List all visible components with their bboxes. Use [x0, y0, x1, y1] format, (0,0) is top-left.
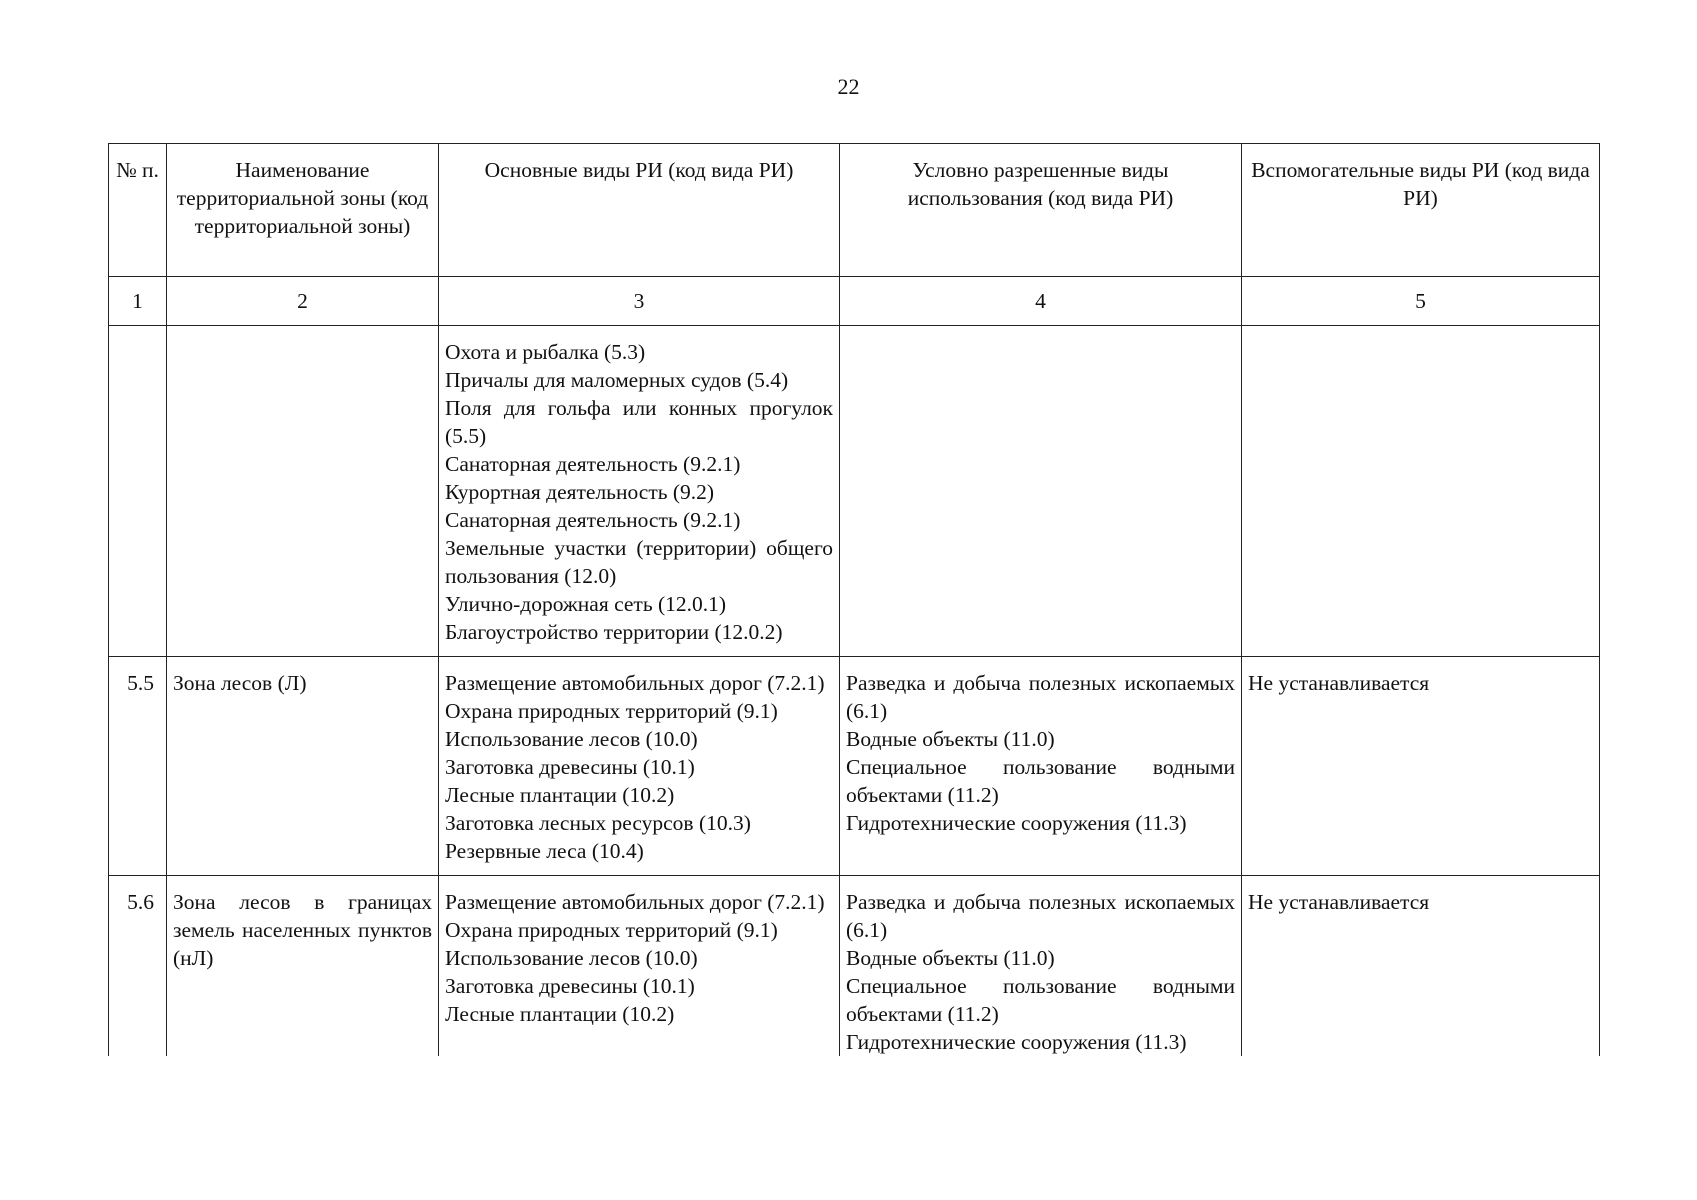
header-cell-number: № п.: [109, 144, 167, 277]
table-row: [109, 657, 1600, 876]
use-item: Заготовка древесины (10.1): [445, 974, 695, 998]
use-item: Лесные плантации (10.2): [445, 783, 675, 807]
column-number: 1: [109, 277, 167, 326]
page-number: 22: [837, 74, 860, 99]
use-item: Улично-дорожная сеть (12.0.1): [445, 592, 727, 616]
header-cell-main-uses: Основные виды РИ (код вида РИ): [439, 144, 840, 277]
use-item: Резервные леса (10.4): [445, 839, 644, 863]
header-cell-zone: Наименование территориальной зоны (код территориальной зоны): [167, 144, 439, 277]
row-number: 5.6: [109, 876, 167, 1057]
auxiliary-uses-cell: Не устанавливается: [1242, 876, 1600, 1057]
conditional-uses-cell: [840, 326, 1242, 657]
conditional-uses-cell: [840, 876, 1242, 1057]
use-item: Охрана природных территорий (9.1): [445, 918, 778, 942]
table-header-row: [109, 144, 1600, 277]
header-cell-conditional-uses: Условно разрешенные виды использования (код вида РИ): [840, 144, 1242, 277]
zone-name: [167, 326, 439, 657]
use-item: Размещение автомобильных дорог (7.2.1): [445, 890, 825, 914]
use-item: Разведка и добыча полезных ископаемых (6.1): [846, 890, 1235, 942]
use-item: Курортная деятельность (9.2): [445, 480, 715, 504]
zone-name: Зона лесов в границах земель населенных пунктов (нЛ): [167, 876, 439, 1057]
row-number: [109, 326, 167, 657]
table-row: [109, 326, 1600, 657]
use-item: Причалы для маломерных судов (5.4): [445, 368, 789, 392]
use-item: Заготовка древесины (10.1): [445, 755, 695, 779]
column-number-row: [109, 277, 1600, 326]
zone-name: Зона лесов (Л): [167, 657, 439, 876]
use-item: Охрана природных территорий (9.1): [445, 699, 778, 723]
use-item: Разведка и добыча полезных ископаемых (6.1): [846, 671, 1235, 723]
use-item: Водные объекты (11.0): [846, 946, 1055, 970]
conditional-uses-cell: [840, 657, 1242, 876]
use-item: Охота и рыбалка (5.3): [445, 340, 646, 364]
main-uses-cell: [439, 876, 840, 1057]
use-item: Лесные плантации (10.2): [445, 1002, 675, 1026]
auxiliary-uses-cell: Не устанавливается: [1242, 657, 1600, 876]
use-item: Благоустройство территории (12.0.2): [445, 620, 783, 644]
column-number: 3: [439, 277, 840, 326]
use-item: Использование лесов (10.0): [445, 946, 698, 970]
header-cell-auxiliary-uses: Вспомогательные виды РИ (код вида РИ): [1242, 144, 1600, 277]
auxiliary-uses-cell: [1242, 326, 1600, 657]
use-item: Специальное пользование водными объектами (11.2): [846, 755, 1235, 807]
column-number: 4: [840, 277, 1242, 326]
zones-table: [108, 143, 1600, 1056]
column-number: 5: [1242, 277, 1600, 326]
table-row: [109, 876, 1600, 1057]
row-number: 5.5: [109, 657, 167, 876]
use-item: Гидротехнические сооружения (11.3): [846, 811, 1187, 835]
use-item: Размещение автомобильных дорог (7.2.1): [445, 671, 825, 695]
use-item: Санаторная деятельность (9.2.1): [445, 452, 741, 476]
main-uses-cell: [439, 657, 840, 876]
use-item: Санаторная деятельность (9.2.1): [445, 508, 741, 532]
use-item: Водные объекты (11.0): [846, 727, 1055, 751]
use-item: Использование лесов (10.0): [445, 727, 698, 751]
use-item: Гидротехнические сооружения (11.3): [846, 1030, 1187, 1054]
use-item: Заготовка лесных ресурсов (10.3): [445, 811, 751, 835]
use-item: Поля для гольфа или конных прогулок (5.5): [445, 396, 833, 448]
column-number: 2: [167, 277, 439, 326]
use-item: Специальное пользование водными объектами (11.2): [846, 974, 1235, 1026]
main-uses-cell: [439, 326, 840, 657]
use-item: Земельные участки (территории) общего пользования (12.0): [445, 536, 833, 588]
